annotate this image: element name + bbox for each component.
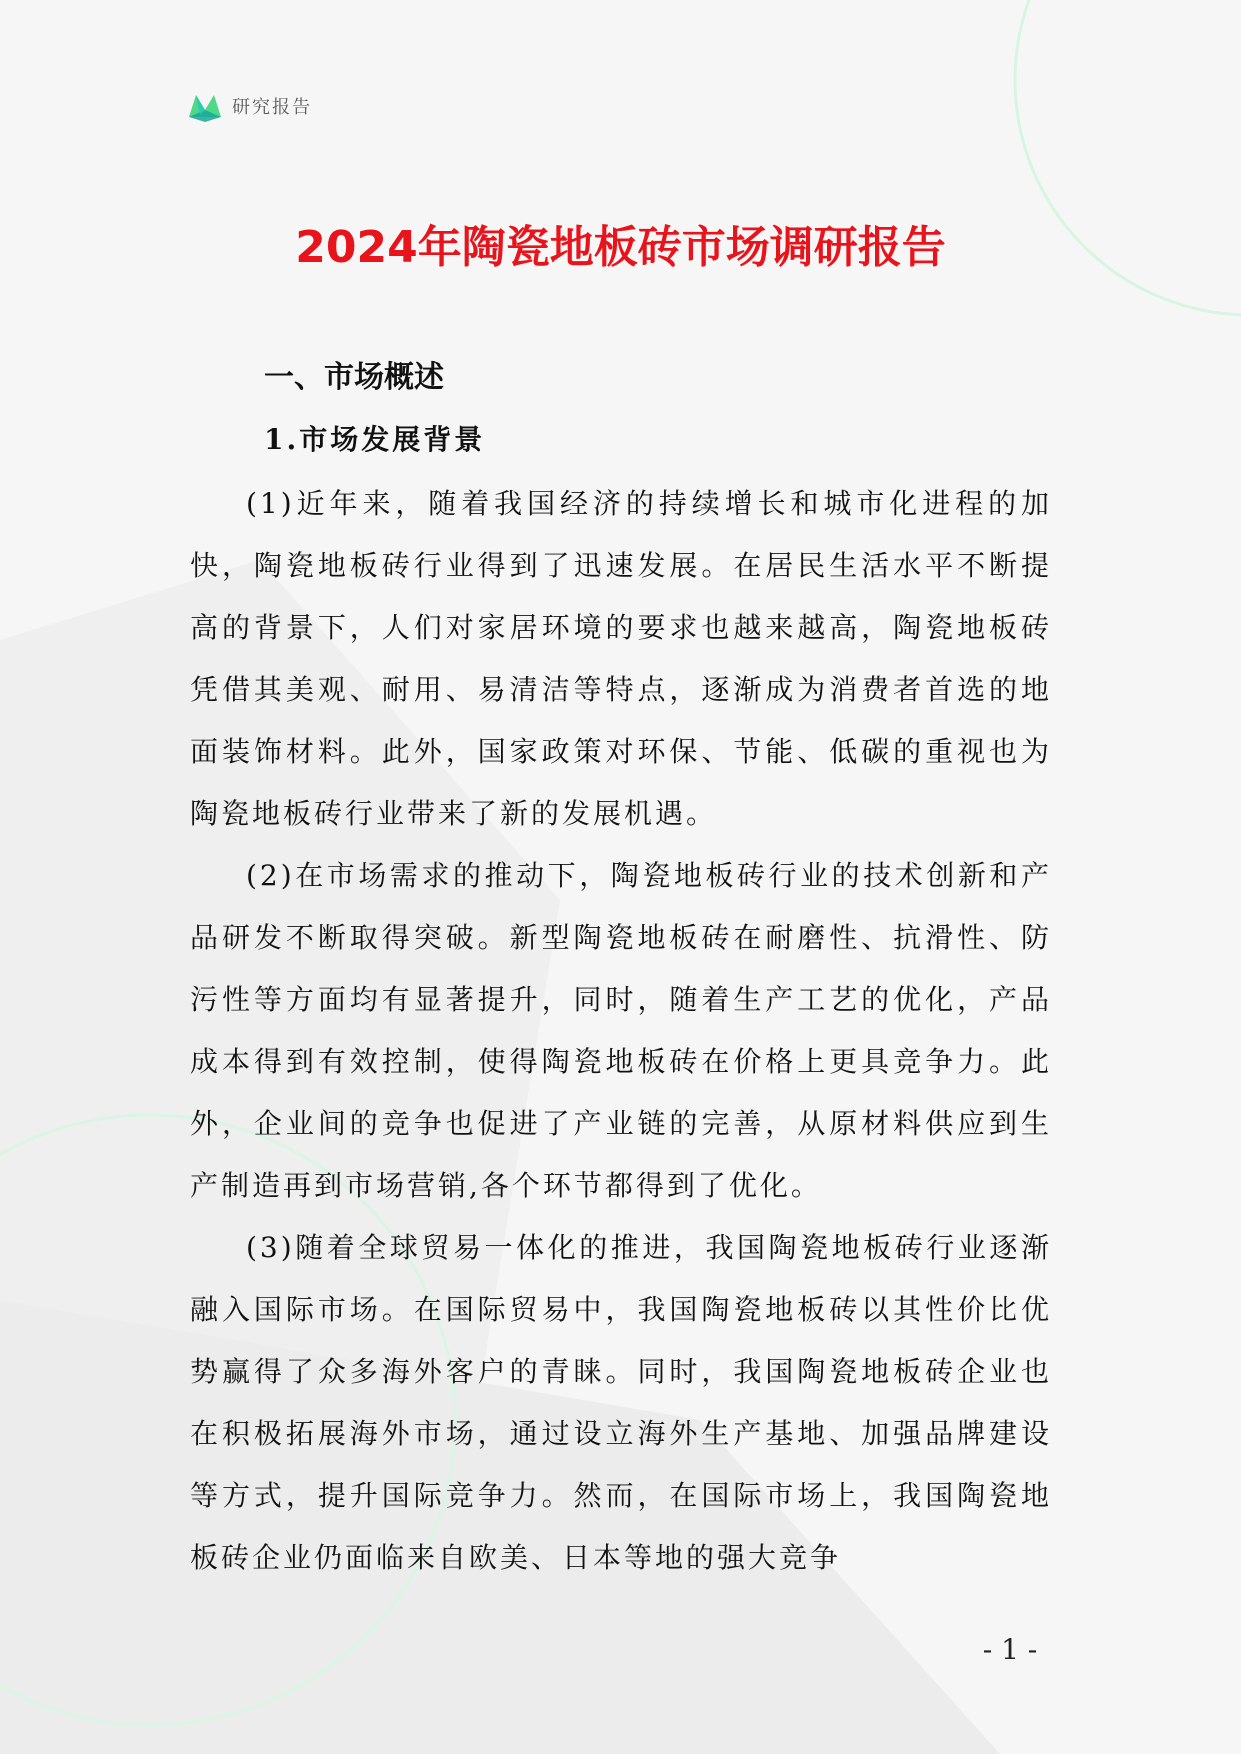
document-title: 2024年陶瓷地板砖市场调研报告 — [295, 222, 946, 273]
header-label: 研究报告 — [232, 97, 312, 118]
paragraph: (3)随着全球贸易一体化的推进，我国陶瓷地板砖行业逐渐融入国际市场。在国际贸易中，我国陶瓷地板砖以其性价比优势赢得了众多海外客户的青睐。同时，我国陶瓷地板砖企业也在积极拓展海外市场，通过设立海外生产基地、加强品牌建设等方式，提升国际竞争力。然而，在国际市场上，我国陶瓷地板砖企业仍面临来自欧美、日本等地的强大竞争 — [190, 1231, 1052, 1574]
paragraph: (1)近年来，随着我国经济的持续增长和城市化进程的加快，陶瓷地板砖行业得到了迅速发展。在居民生活水平不断提高的背景下，人们对家居环境的要求也越来越高，陶瓷地板砖凭借其美观、耐用、易清洁等特点，逐渐成为消费者首选的地面装饰材料。此外，国家政策对环保、节能、低碳的重视也为陶瓷地板砖行业带来了新的发展机遇。 — [190, 487, 1052, 830]
paragraph: (2)在市场需求的推动下，陶瓷地板砖行业的技术创新和产品研发不断取得突破。新型陶瓷地板砖在耐磨性、抗滑性、防污性等方面均有显著提升，同时，随着生产工艺的优化，产品成本得到有效控制，使得陶瓷地板砖在价格上更具竞争力。此外，企业间的竞争也促进了产业链的完善，从原材料供应到生产制造再到市场营销,各个环节都得到了优化。 — [190, 859, 1052, 1202]
document-body — [190, 473, 1052, 1589]
subsection-heading: 1.市场发展背景 — [264, 423, 486, 456]
brand-logo-icon — [186, 89, 224, 123]
section-heading: 一、市场概述 — [264, 360, 444, 395]
report-header — [186, 88, 312, 124]
page-number: - 1 - — [982, 1633, 1038, 1666]
